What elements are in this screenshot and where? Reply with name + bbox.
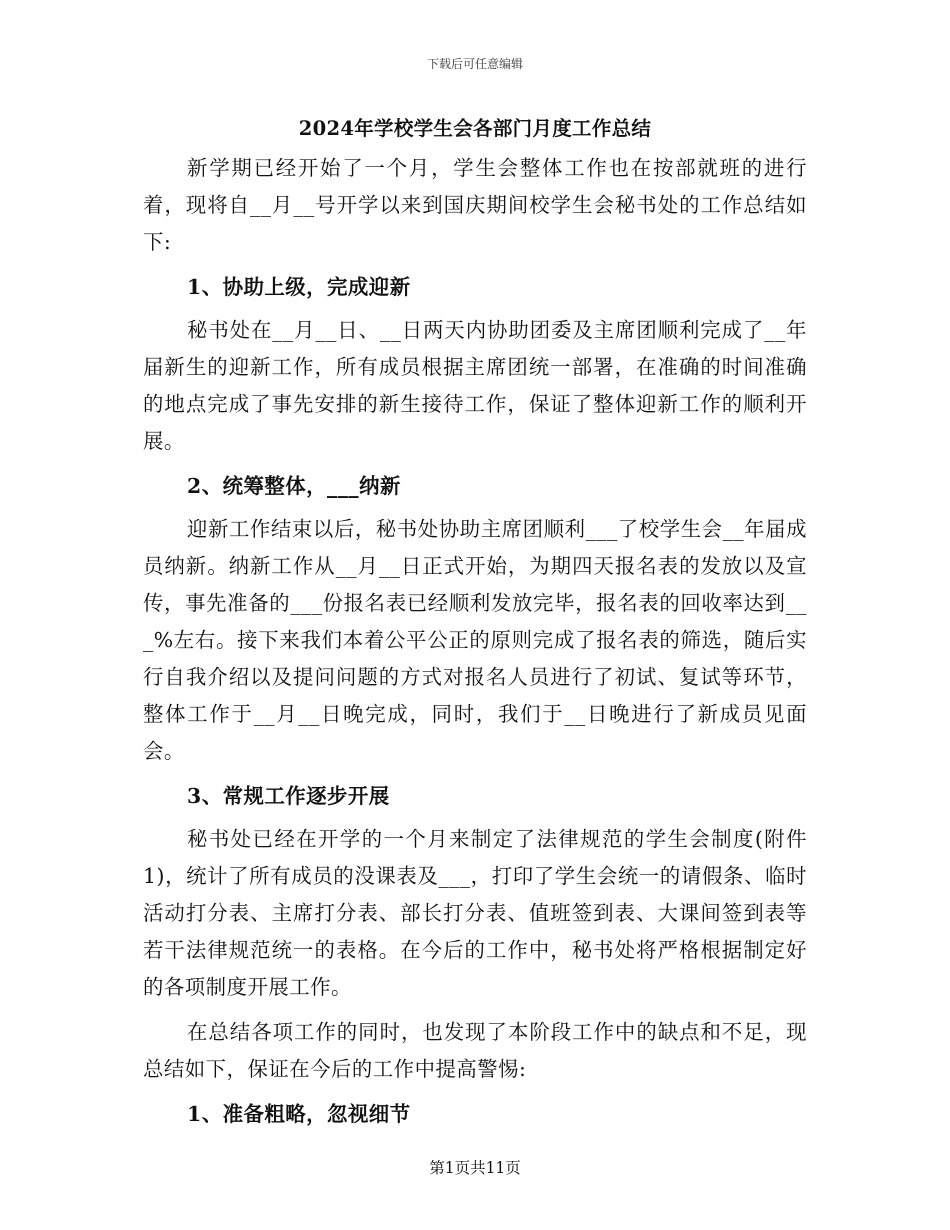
section-heading-3: 3、常规工作逐步开展 <box>187 784 390 808</box>
header-note: 下载后可任意编辑 <box>426 57 523 71</box>
document-body <box>143 112 807 1139</box>
section-heading-1: 1、协助上级，完成迎新 <box>187 275 411 299</box>
intro-paragraph: 新学期已经开始了一个月，学生会整体工作也在按部就班的进行着，现将自__月__号开学以来到国庆期间校学生会秘书处的工作总结如下: <box>143 156 807 254</box>
section-body-2: 迎新工作结束以后，秘书处协助主席团顺利___了校学生会__年届成员纳新。纳新工作从__月__日正式开始，为期四天报名表的发放以及宣传，事先准备的___份报名表已经顺利发放完毕，报名表的回收率达到___%左右。接下来我们本着公平公正的原则完成了报名表的筛选，随后实行自我介绍以及提问问题的方式对报名人员进行了初试、复试等环节，整体工作于__月__日晚完成，同时，我们于__日晚进行了新成员见面会。 <box>143 517 807 763</box>
transition-paragraph: 在总结各项工作的同时，也发现了本阶段工作中的缺点和不足，现总结如下，保证在今后的工作中提高警惕: <box>143 1020 807 1081</box>
problem-heading-1: 1、准备粗略，忽视细节 <box>187 1102 411 1126</box>
section-body-1: 秘书处在__月__日、__日两天内协助团委及主席团顺利完成了__年届新生的迎新工作，所有成员根据主席团统一部署，在准确的时间准确的地点完成了事先安排的新生接待工作，保证了整体迎新工作的顺利开展。 <box>143 318 807 453</box>
page-number: 第1页共11页 <box>429 1159 521 1177</box>
document-title: 2024年学校学生会各部门月度工作总结 <box>298 117 652 140</box>
section-heading-2: 2、统筹整体，___纳新 <box>187 474 401 498</box>
section-body-3: 秘书处已经在开学的一个月来制定了法律规范的学生会制度(附件1)，统计了所有成员的没课表及___，打印了学生会统一的请假条、临时活动打分表、主席打分表、部长打分表、值班签到表、大课间签到表等若干法律规范统一的表格。在今后的工作中，秘书处将严格根据制定好的各项制度开展工作。 <box>143 827 807 999</box>
